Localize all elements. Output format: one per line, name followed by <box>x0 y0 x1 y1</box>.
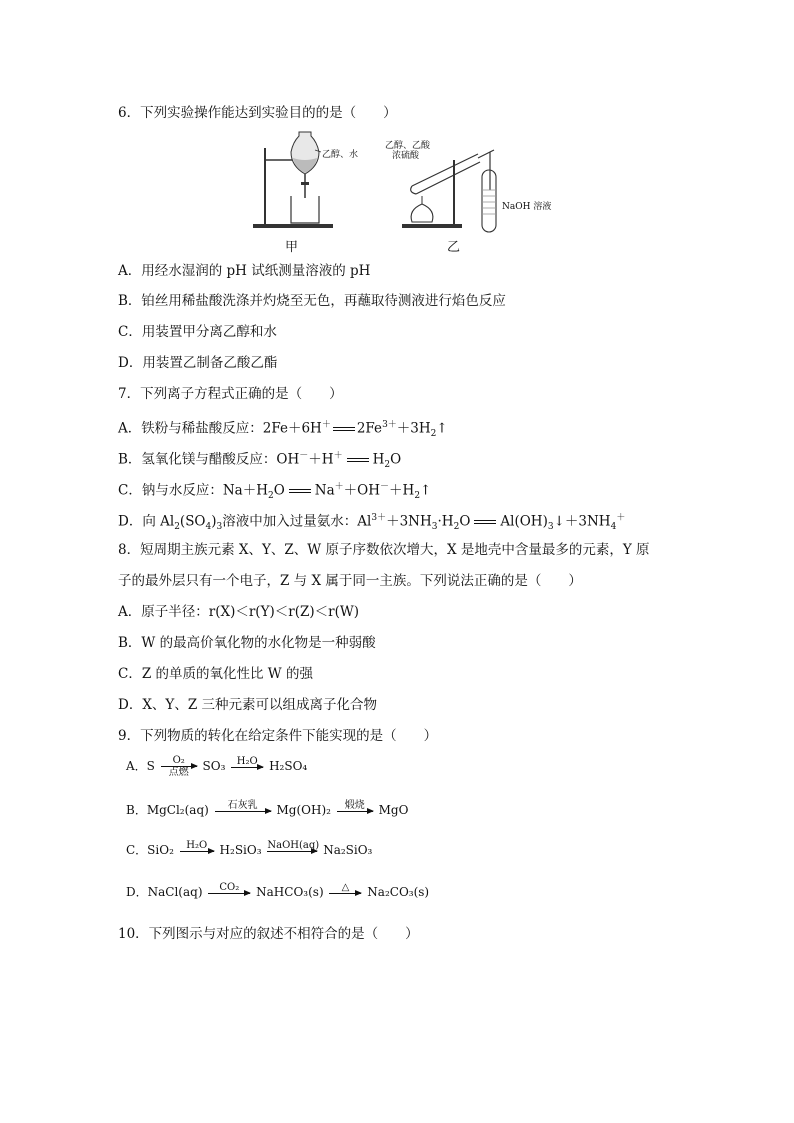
q7-option-d: D．向 $Al_2(SO_4)_3$溶液中加入过量氨水：$Al^{3+}+3NH_3\cdot H_2O$ $Al(OH)_3↓+3NH_4^+$ <box>118 513 626 533</box>
figure-b-label-reagents: 乙醇、乙酸 <box>385 141 431 151</box>
reaction-arrow: O₂ 点燃 <box>161 755 197 778</box>
q9-option-b: B．MgCl₂(aq) 石灰乳 Mg(OH)₂ 煅烧 MgO <box>126 800 409 817</box>
q9-option-a: A．S O₂ 点燃 SO₃ H₂O H₂SO₄ <box>126 755 308 778</box>
figure-b-label-acid: 浓硫酸 <box>392 151 420 161</box>
q7-option-c: C．钠与水反应：$Na+H_2O$ $Na^++OH^-+H_2↑$ <box>118 482 432 502</box>
q6-option-d: D．用装置乙制备乙酸乙酯 <box>118 355 278 371</box>
reaction-arrow: CO₂ <box>208 882 250 894</box>
q7-option-a: A．铁粉与稀盐酸反应：2Fe＋6H＋ $2Fe^{3+}+3H_2↑$ <box>118 420 448 440</box>
reaction-arrow: H₂O <box>231 756 263 768</box>
q9-option-d: D．NaCl(aq) CO₂ NaHCO₃(s) △ Na₂CO₃(s) <box>126 882 430 899</box>
q7-stem: 7．下列离子方程式正确的是（ ） <box>118 386 343 402</box>
figure-a-caption: 甲 <box>285 240 299 255</box>
separatory-funnel-apparatus-figure <box>245 128 365 234</box>
reaction-arrow: △ <box>329 882 361 894</box>
q6-stem: 6．下列实验操作能达到实验目的的是（ ） <box>118 105 397 121</box>
q9-stem: 9．下列物质的转化在给定条件下能实现的是（ ） <box>118 728 438 744</box>
reaction-arrow: H₂O <box>180 840 214 852</box>
figure-b-caption: 乙 <box>447 240 461 255</box>
reaction-arrow: 煅烧 <box>337 800 373 812</box>
q6-option-a: A．用经水湿润的 pH 试纸测量溶液的 pH <box>118 263 371 279</box>
q8-option-d: D．X、Y、Z 三种元素可以组成离子化合物 <box>118 697 378 713</box>
figure-b-label-naoh: NaOH 溶液 <box>502 202 552 212</box>
q9-option-c: C．SiO₂ H₂O H₂SiO₃ NaOH(aq) Na₂SiO₃ <box>126 840 373 857</box>
q6-option-c: C．用装置甲分离乙醇和水 <box>118 324 277 340</box>
figure-a-label: 乙醇、水 <box>322 150 359 160</box>
q7-option-b: B．氢氧化镁与醋酸反应：OH－＋H＋ $H_2O$ <box>118 451 402 471</box>
q8-option-c: C．Z 的单质的氧化性比 W 的强 <box>118 666 313 682</box>
q8-option-b: B．W 的最高价氧化物的水化物是一种弱酸 <box>118 635 376 651</box>
reaction-arrow: NaOH(aq) <box>267 840 320 851</box>
q10-stem: 10．下列图示与对应的叙述不相符合的是（ ） <box>118 926 419 942</box>
reaction-arrow: 石灰乳 <box>215 800 271 812</box>
q8-stem-line1: 8．短周期主族元素 X、Y、Z、W 原子序数依次增大，X 是地壳中含量最多的元素，Y 原 <box>118 542 650 558</box>
q8-option-a: A．原子半径：r(X)＜r(Y)＜r(Z)＜r(W) <box>118 604 359 620</box>
q6-option-b: B．铂丝用稀盐酸洗涤并灼烧至无色，再蘸取待测液进行焰色反应 <box>118 293 506 309</box>
q8-stem-line2: 子的最外层只有一个电子，Z 与 X 属于同一主族。下列说法正确的是（ ） <box>118 573 582 589</box>
